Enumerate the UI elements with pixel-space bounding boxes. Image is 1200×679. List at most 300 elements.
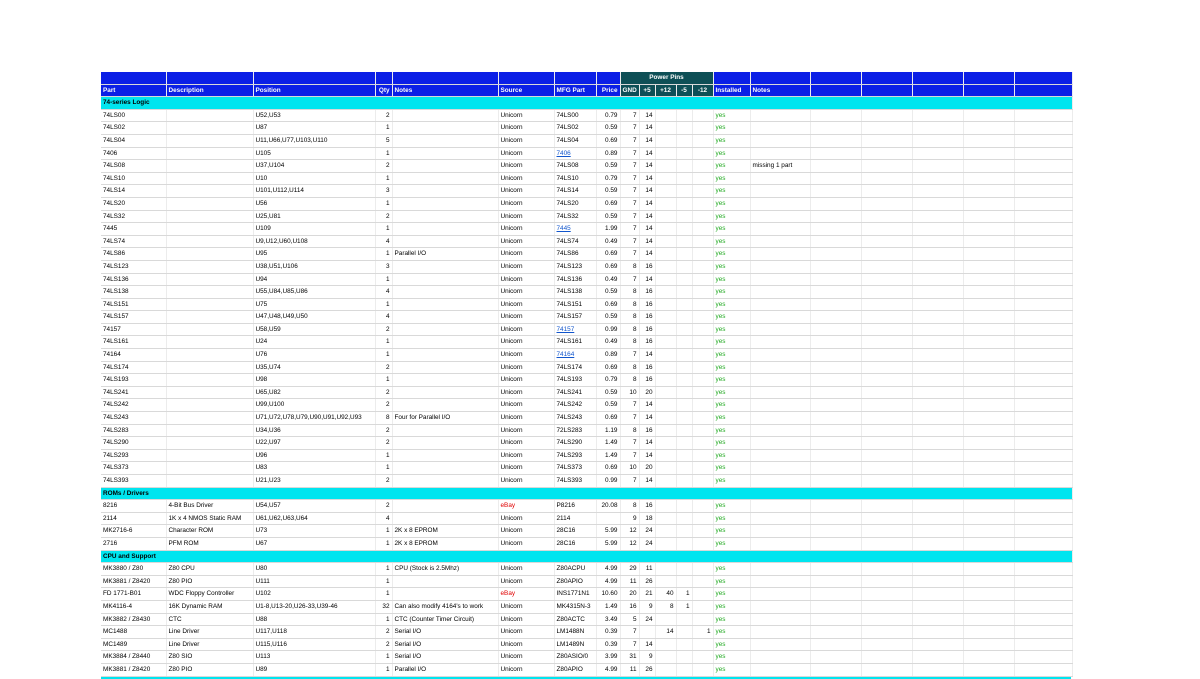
empty-cell[interactable]	[861, 134, 912, 147]
cell-price[interactable]: 20.08	[596, 500, 620, 513]
cell-gnd[interactable]: 7	[620, 109, 639, 122]
cell-description[interactable]	[166, 185, 253, 198]
cell-qty[interactable]: 2	[375, 424, 392, 437]
empty-cell[interactable]	[861, 638, 912, 651]
cell-installed[interactable]: yes	[713, 638, 750, 651]
cell-plus12[interactable]	[655, 311, 676, 324]
cell-minus12[interactable]	[692, 663, 713, 676]
cell-plus5[interactable]: 14	[639, 273, 655, 286]
cell-plus12[interactable]	[655, 437, 676, 450]
cell-source[interactable]: eBay	[498, 588, 554, 601]
cell-minus5[interactable]	[676, 210, 692, 223]
empty-cell[interactable]	[1014, 537, 1072, 550]
cell-minus5[interactable]	[676, 286, 692, 299]
cell-plus5[interactable]: 16	[639, 336, 655, 349]
cell-installed[interactable]: yes	[713, 512, 750, 525]
cell-plus5[interactable]: 21	[639, 588, 655, 601]
empty-cell[interactable]	[861, 475, 912, 488]
cell-installed[interactable]: yes	[713, 109, 750, 122]
cell-description[interactable]	[166, 260, 253, 273]
empty-cell[interactable]	[963, 160, 1014, 173]
cell-notes-2[interactable]	[750, 336, 810, 349]
cell-plus12[interactable]	[655, 223, 676, 236]
cell-source[interactable]: Unicorn	[498, 575, 554, 588]
cell-source[interactable]: Unicorn	[498, 651, 554, 664]
cell-part[interactable]: 74LS283	[101, 424, 166, 437]
cell-notes-2[interactable]	[750, 437, 810, 450]
cell-mfg-part[interactable]: Z80ACTC	[554, 613, 596, 626]
cell-installed[interactable]: yes	[713, 311, 750, 324]
cell-minus12[interactable]	[692, 273, 713, 286]
cell-qty[interactable]: 2	[375, 210, 392, 223]
cell-minus5[interactable]	[676, 500, 692, 513]
cell-notes[interactable]	[392, 588, 498, 601]
empty-cell[interactable]	[1014, 626, 1072, 639]
empty-cell[interactable]	[963, 235, 1014, 248]
column-header[interactable]: GND	[620, 84, 639, 97]
cell-notes-2[interactable]	[750, 210, 810, 223]
cell-plus5[interactable]: 14	[639, 160, 655, 173]
cell-position[interactable]: U83	[253, 462, 375, 475]
empty-cell[interactable]	[912, 563, 963, 576]
cell-notes-2[interactable]	[750, 500, 810, 513]
cell-mfg-part[interactable]: 74LS74	[554, 235, 596, 248]
cell-installed[interactable]: yes	[713, 172, 750, 185]
cell-part[interactable]: 74LS243	[101, 412, 166, 425]
empty-cell[interactable]	[810, 273, 861, 286]
cell-minus5[interactable]: 1	[676, 600, 692, 613]
empty-cell[interactable]	[861, 600, 912, 613]
empty-cell[interactable]	[810, 399, 861, 412]
empty-cell[interactable]	[1014, 160, 1072, 173]
cell-installed[interactable]: yes	[713, 361, 750, 374]
cell-position[interactable]: U94	[253, 273, 375, 286]
column-header[interactable]: -5	[676, 84, 692, 97]
cell-position[interactable]: U25,U81	[253, 210, 375, 223]
cell-mfg-part[interactable]: 74LS193	[554, 374, 596, 387]
cell-mfg-part[interactable]: 74LS290	[554, 437, 596, 450]
cell-plus12[interactable]	[655, 122, 676, 135]
cell-position[interactable]: U10	[253, 172, 375, 185]
cell-price[interactable]: 4.99	[596, 575, 620, 588]
cell-notes[interactable]	[392, 160, 498, 173]
cell-gnd[interactable]: 5	[620, 613, 639, 626]
empty-cell[interactable]	[963, 651, 1014, 664]
cell-minus5[interactable]	[676, 248, 692, 261]
empty-cell[interactable]	[1014, 588, 1072, 601]
cell-part[interactable]: 74LS157	[101, 311, 166, 324]
cell-mfg-part[interactable]: 74LS32	[554, 210, 596, 223]
cell-plus12[interactable]	[655, 248, 676, 261]
cell-notes-2[interactable]	[750, 475, 810, 488]
column-header[interactable]: Source	[498, 84, 554, 97]
empty-cell[interactable]	[861, 361, 912, 374]
empty-cell[interactable]	[861, 563, 912, 576]
cell-price[interactable]: 10.60	[596, 588, 620, 601]
cell-source[interactable]: Unicorn	[498, 197, 554, 210]
empty-cell[interactable]	[810, 260, 861, 273]
cell-description[interactable]	[166, 437, 253, 450]
empty-cell[interactable]	[912, 349, 963, 362]
cell-notes[interactable]	[392, 311, 498, 324]
cell-installed[interactable]: yes	[713, 424, 750, 437]
empty-cell[interactable]	[912, 323, 963, 336]
cell-price[interactable]: 0.79	[596, 172, 620, 185]
cell-position[interactable]: U65,U82	[253, 386, 375, 399]
cell-description[interactable]	[166, 273, 253, 286]
cell-minus12[interactable]	[692, 588, 713, 601]
cell-position[interactable]: U56	[253, 197, 375, 210]
empty-cell[interactable]	[1014, 248, 1072, 261]
cell-plus12[interactable]	[655, 273, 676, 286]
cell-source[interactable]: Unicorn	[498, 134, 554, 147]
cell-qty[interactable]: 2	[375, 500, 392, 513]
cell-notes[interactable]: Parallel I/O	[392, 248, 498, 261]
cell-plus12[interactable]: 40	[655, 588, 676, 601]
cell-notes-2[interactable]	[750, 361, 810, 374]
empty-cell[interactable]	[810, 651, 861, 664]
cell-notes[interactable]	[392, 475, 498, 488]
cell-part[interactable]: 74LS32	[101, 210, 166, 223]
cell-price[interactable]: 0.69	[596, 412, 620, 425]
cell-qty[interactable]: 2	[375, 626, 392, 639]
cell-minus5[interactable]	[676, 109, 692, 122]
empty-cell[interactable]	[1014, 449, 1072, 462]
column-header[interactable]: MFG Part	[554, 84, 596, 97]
cell-notes[interactable]	[392, 134, 498, 147]
cell-mfg-part[interactable]: P8216	[554, 500, 596, 513]
empty-cell[interactable]	[963, 374, 1014, 387]
cell-minus12[interactable]	[692, 600, 713, 613]
cell-gnd[interactable]: 7	[620, 399, 639, 412]
empty-cell[interactable]	[861, 349, 912, 362]
cell-installed[interactable]: yes	[713, 185, 750, 198]
cell-notes-2[interactable]	[750, 663, 810, 676]
cell-plus5[interactable]: 16	[639, 500, 655, 513]
column-header[interactable]: -12	[692, 84, 713, 97]
cell-source[interactable]: Unicorn	[498, 462, 554, 475]
cell-plus12[interactable]	[655, 323, 676, 336]
cell-plus5[interactable]: 9	[639, 651, 655, 664]
empty-cell[interactable]	[912, 336, 963, 349]
cell-notes[interactable]: Serial I/O	[392, 638, 498, 651]
cell-price[interactable]: 4.99	[596, 563, 620, 576]
empty-cell[interactable]	[861, 412, 912, 425]
cell-part[interactable]: FD 1771-B01	[101, 588, 166, 601]
cell-position[interactable]: U96	[253, 449, 375, 462]
cell-gnd[interactable]: 7	[620, 122, 639, 135]
cell-qty[interactable]: 32	[375, 600, 392, 613]
cell-installed[interactable]: yes	[713, 147, 750, 160]
empty-cell[interactable]	[861, 197, 912, 210]
cell-qty[interactable]: 4	[375, 286, 392, 299]
cell-installed[interactable]: yes	[713, 298, 750, 311]
empty-cell[interactable]	[1014, 386, 1072, 399]
cell-gnd[interactable]: 8	[620, 286, 639, 299]
cell-position[interactable]: U102	[253, 588, 375, 601]
empty-cell[interactable]	[810, 323, 861, 336]
cell-installed[interactable]: yes	[713, 235, 750, 248]
cell-gnd[interactable]: 7	[620, 210, 639, 223]
cell-position[interactable]: U1-8,U13-20,U26-33,U39-46	[253, 600, 375, 613]
cell-gnd[interactable]: 7	[620, 185, 639, 198]
cell-mfg-part[interactable]: Z80ACPU	[554, 563, 596, 576]
empty-cell[interactable]	[810, 349, 861, 362]
cell-installed[interactable]: yes	[713, 437, 750, 450]
cell-gnd[interactable]: 8	[620, 336, 639, 349]
cell-minus5[interactable]	[676, 323, 692, 336]
cell-part[interactable]: 74LS373	[101, 462, 166, 475]
cell-plus5[interactable]	[639, 626, 655, 639]
cell-notes[interactable]	[392, 361, 498, 374]
cell-minus5[interactable]	[676, 462, 692, 475]
empty-cell[interactable]	[963, 663, 1014, 676]
cell-part[interactable]: 74LS174	[101, 361, 166, 374]
cell-plus12[interactable]	[655, 525, 676, 538]
empty-cell[interactable]	[810, 248, 861, 261]
cell-price[interactable]: 0.99	[596, 475, 620, 488]
cell-description[interactable]	[166, 399, 253, 412]
cell-gnd[interactable]: 7	[620, 475, 639, 488]
empty-cell[interactable]	[810, 500, 861, 513]
cell-minus5[interactable]	[676, 349, 692, 362]
mfg-part-link[interactable]: 74164	[556, 351, 575, 359]
cell-plus5[interactable]: 24	[639, 525, 655, 538]
cell-mfg-part[interactable]: LM1489N	[554, 638, 596, 651]
cell-description[interactable]	[166, 323, 253, 336]
cell-minus12[interactable]	[692, 651, 713, 664]
cell-price[interactable]: 0.89	[596, 349, 620, 362]
cell-gnd[interactable]: 11	[620, 663, 639, 676]
empty-cell[interactable]	[963, 109, 1014, 122]
cell-plus12[interactable]	[655, 663, 676, 676]
empty-cell[interactable]	[912, 134, 963, 147]
cell-mfg-part[interactable]: Z80APIO	[554, 575, 596, 588]
column-header[interactable]: +5	[639, 84, 655, 97]
cell-description[interactable]	[166, 462, 253, 475]
cell-gnd[interactable]: 8	[620, 500, 639, 513]
cell-position[interactable]: U76	[253, 349, 375, 362]
cell-notes[interactable]	[392, 235, 498, 248]
cell-minus5[interactable]	[676, 260, 692, 273]
empty-cell[interactable]	[1014, 651, 1072, 664]
cell-notes-2[interactable]	[750, 185, 810, 198]
cell-mfg-part[interactable]: 74LS293	[554, 449, 596, 462]
cell-notes-2[interactable]	[750, 462, 810, 475]
cell-source[interactable]: Unicorn	[498, 437, 554, 450]
cell-description[interactable]: 4-Bit Bus Driver	[166, 500, 253, 513]
empty-cell[interactable]	[861, 663, 912, 676]
cell-qty[interactable]: 1	[375, 223, 392, 236]
empty-cell[interactable]	[963, 134, 1014, 147]
cell-minus5[interactable]	[676, 537, 692, 550]
cell-part[interactable]: 2114	[101, 512, 166, 525]
empty-cell[interactable]	[810, 197, 861, 210]
empty-cell[interactable]	[963, 336, 1014, 349]
empty-cell[interactable]	[810, 210, 861, 223]
cell-minus5[interactable]	[676, 613, 692, 626]
cell-plus5[interactable]: 16	[639, 424, 655, 437]
cell-minus12[interactable]	[692, 575, 713, 588]
cell-price[interactable]: 0.69	[596, 248, 620, 261]
cell-position[interactable]: U61,U62,U63,U64	[253, 512, 375, 525]
cell-notes[interactable]	[392, 147, 498, 160]
cell-minus12[interactable]	[692, 500, 713, 513]
cell-position[interactable]: U98	[253, 374, 375, 387]
cell-minus5[interactable]	[676, 160, 692, 173]
cell-minus5[interactable]	[676, 525, 692, 538]
cell-gnd[interactable]: 8	[620, 424, 639, 437]
cell-notes-2[interactable]	[750, 386, 810, 399]
cell-plus5[interactable]: 20	[639, 386, 655, 399]
cell-plus12[interactable]	[655, 651, 676, 664]
cell-position[interactable]: U54,U57	[253, 500, 375, 513]
cell-installed[interactable]: yes	[713, 626, 750, 639]
cell-source[interactable]: Unicorn	[498, 286, 554, 299]
cell-qty[interactable]: 1	[375, 298, 392, 311]
cell-part[interactable]: 74157	[101, 323, 166, 336]
cell-position[interactable]: U71,U72,U78,U79,U90,U91,U92,U93	[253, 412, 375, 425]
cell-part[interactable]: MK3882 / Z8430	[101, 613, 166, 626]
empty-cell[interactable]	[963, 412, 1014, 425]
cell-source[interactable]: Unicorn	[498, 311, 554, 324]
mfg-part-link[interactable]: 74157	[556, 325, 575, 333]
section-title[interactable]: ROMs / Drivers	[101, 487, 1072, 500]
cell-mfg-part[interactable]: 74LS157	[554, 311, 596, 324]
cell-price[interactable]: 0.39	[596, 638, 620, 651]
empty-cell[interactable]	[912, 361, 963, 374]
cell-position[interactable]: U11,U66,U77,U103,U110	[253, 134, 375, 147]
cell-gnd[interactable]: 7	[620, 626, 639, 639]
cell-minus5[interactable]	[676, 449, 692, 462]
cell-description[interactable]: PFM ROM	[166, 537, 253, 550]
cell-notes[interactable]: 2K x 8 EPROM	[392, 525, 498, 538]
cell-plus12[interactable]	[655, 512, 676, 525]
empty-cell[interactable]	[861, 651, 912, 664]
cell-price[interactable]: 0.69	[596, 361, 620, 374]
empty-cell[interactable]	[963, 323, 1014, 336]
cell-qty[interactable]: 1	[375, 273, 392, 286]
empty-cell[interactable]	[810, 160, 861, 173]
cell-plus12[interactable]	[655, 235, 676, 248]
cell-installed[interactable]: yes	[713, 563, 750, 576]
cell-part[interactable]: 74LS393	[101, 475, 166, 488]
cell-plus5[interactable]: 14	[639, 399, 655, 412]
cell-source[interactable]: Unicorn	[498, 109, 554, 122]
cell-price[interactable]: 0.59	[596, 185, 620, 198]
cell-gnd[interactable]: 7	[620, 349, 639, 362]
empty-cell[interactable]	[1014, 600, 1072, 613]
cell-mfg-part[interactable]: 74LS10	[554, 172, 596, 185]
cell-plus5[interactable]: 26	[639, 575, 655, 588]
empty-cell[interactable]	[810, 638, 861, 651]
empty-cell[interactable]	[963, 361, 1014, 374]
cell-qty[interactable]: 1	[375, 197, 392, 210]
column-header[interactable]: Price	[596, 84, 620, 97]
cell-qty[interactable]: 3	[375, 260, 392, 273]
cell-qty[interactable]: 4	[375, 311, 392, 324]
cell-mfg-part[interactable]: 74LS151	[554, 298, 596, 311]
cell-notes-2[interactable]	[750, 399, 810, 412]
cell-minus12[interactable]	[692, 525, 713, 538]
cell-plus5[interactable]: 24	[639, 613, 655, 626]
cell-mfg-part[interactable]: 28C16	[554, 537, 596, 550]
cell-plus12[interactable]	[655, 349, 676, 362]
cell-plus5[interactable]: 24	[639, 537, 655, 550]
cell-notes[interactable]	[392, 399, 498, 412]
empty-cell[interactable]	[1014, 298, 1072, 311]
cell-source[interactable]: Unicorn	[498, 613, 554, 626]
cell-qty[interactable]: 1	[375, 374, 392, 387]
cell-plus5[interactable]: 14	[639, 223, 655, 236]
cell-notes-2[interactable]	[750, 588, 810, 601]
empty-cell[interactable]	[861, 122, 912, 135]
cell-mfg-part[interactable]: LM1488N	[554, 626, 596, 639]
cell-mfg-part[interactable]	[554, 223, 596, 236]
cell-notes-2[interactable]	[750, 223, 810, 236]
empty-cell[interactable]	[912, 475, 963, 488]
empty-cell[interactable]	[912, 449, 963, 462]
cell-plus5[interactable]: 16	[639, 374, 655, 387]
empty-cell[interactable]	[861, 588, 912, 601]
cell-description[interactable]: Z80 SIO	[166, 651, 253, 664]
column-header[interactable]: Part	[101, 84, 166, 97]
cell-plus12[interactable]	[655, 361, 676, 374]
cell-price[interactable]: 0.79	[596, 374, 620, 387]
cell-gnd[interactable]: 7	[620, 638, 639, 651]
empty-cell[interactable]	[861, 311, 912, 324]
empty-cell[interactable]	[912, 223, 963, 236]
cell-minus5[interactable]	[676, 651, 692, 664]
empty-cell[interactable]	[912, 147, 963, 160]
cell-description[interactable]: Line Driver	[166, 638, 253, 651]
cell-notes-2[interactable]	[750, 197, 810, 210]
cell-position[interactable]: U99,U100	[253, 399, 375, 412]
empty-cell[interactable]	[810, 134, 861, 147]
cell-minus12[interactable]	[692, 172, 713, 185]
cell-part[interactable]: 74LS193	[101, 374, 166, 387]
cell-plus5[interactable]: 14	[639, 638, 655, 651]
cell-part[interactable]: MC1489	[101, 638, 166, 651]
cell-position[interactable]: U37,U104	[253, 160, 375, 173]
empty-cell[interactable]	[912, 298, 963, 311]
empty-cell[interactable]	[861, 210, 912, 223]
empty-cell[interactable]	[912, 260, 963, 273]
cell-notes[interactable]: Serial I/O	[392, 651, 498, 664]
cell-price[interactable]: 3.49	[596, 613, 620, 626]
cell-installed[interactable]: yes	[713, 273, 750, 286]
cell-position[interactable]: U95	[253, 248, 375, 261]
empty-cell[interactable]	[963, 210, 1014, 223]
empty-cell[interactable]	[1014, 475, 1072, 488]
cell-position[interactable]: U52,U53	[253, 109, 375, 122]
cell-notes[interactable]	[392, 260, 498, 273]
cell-source[interactable]: Unicorn	[498, 147, 554, 160]
cell-description[interactable]	[166, 210, 253, 223]
cell-mfg-part[interactable]: Z80APIO	[554, 663, 596, 676]
cell-part[interactable]: 74LS10	[101, 172, 166, 185]
empty-cell[interactable]	[861, 248, 912, 261]
cell-qty[interactable]: 1	[375, 449, 392, 462]
column-header[interactable]: +12	[655, 84, 676, 97]
cell-installed[interactable]: yes	[713, 537, 750, 550]
column-header[interactable]: Qty	[375, 84, 392, 97]
cell-position[interactable]: U115,U116	[253, 638, 375, 651]
cell-minus12[interactable]	[692, 386, 713, 399]
empty-cell[interactable]	[912, 286, 963, 299]
cell-position[interactable]: U55,U84,U85,U86	[253, 286, 375, 299]
cell-qty[interactable]: 1	[375, 462, 392, 475]
